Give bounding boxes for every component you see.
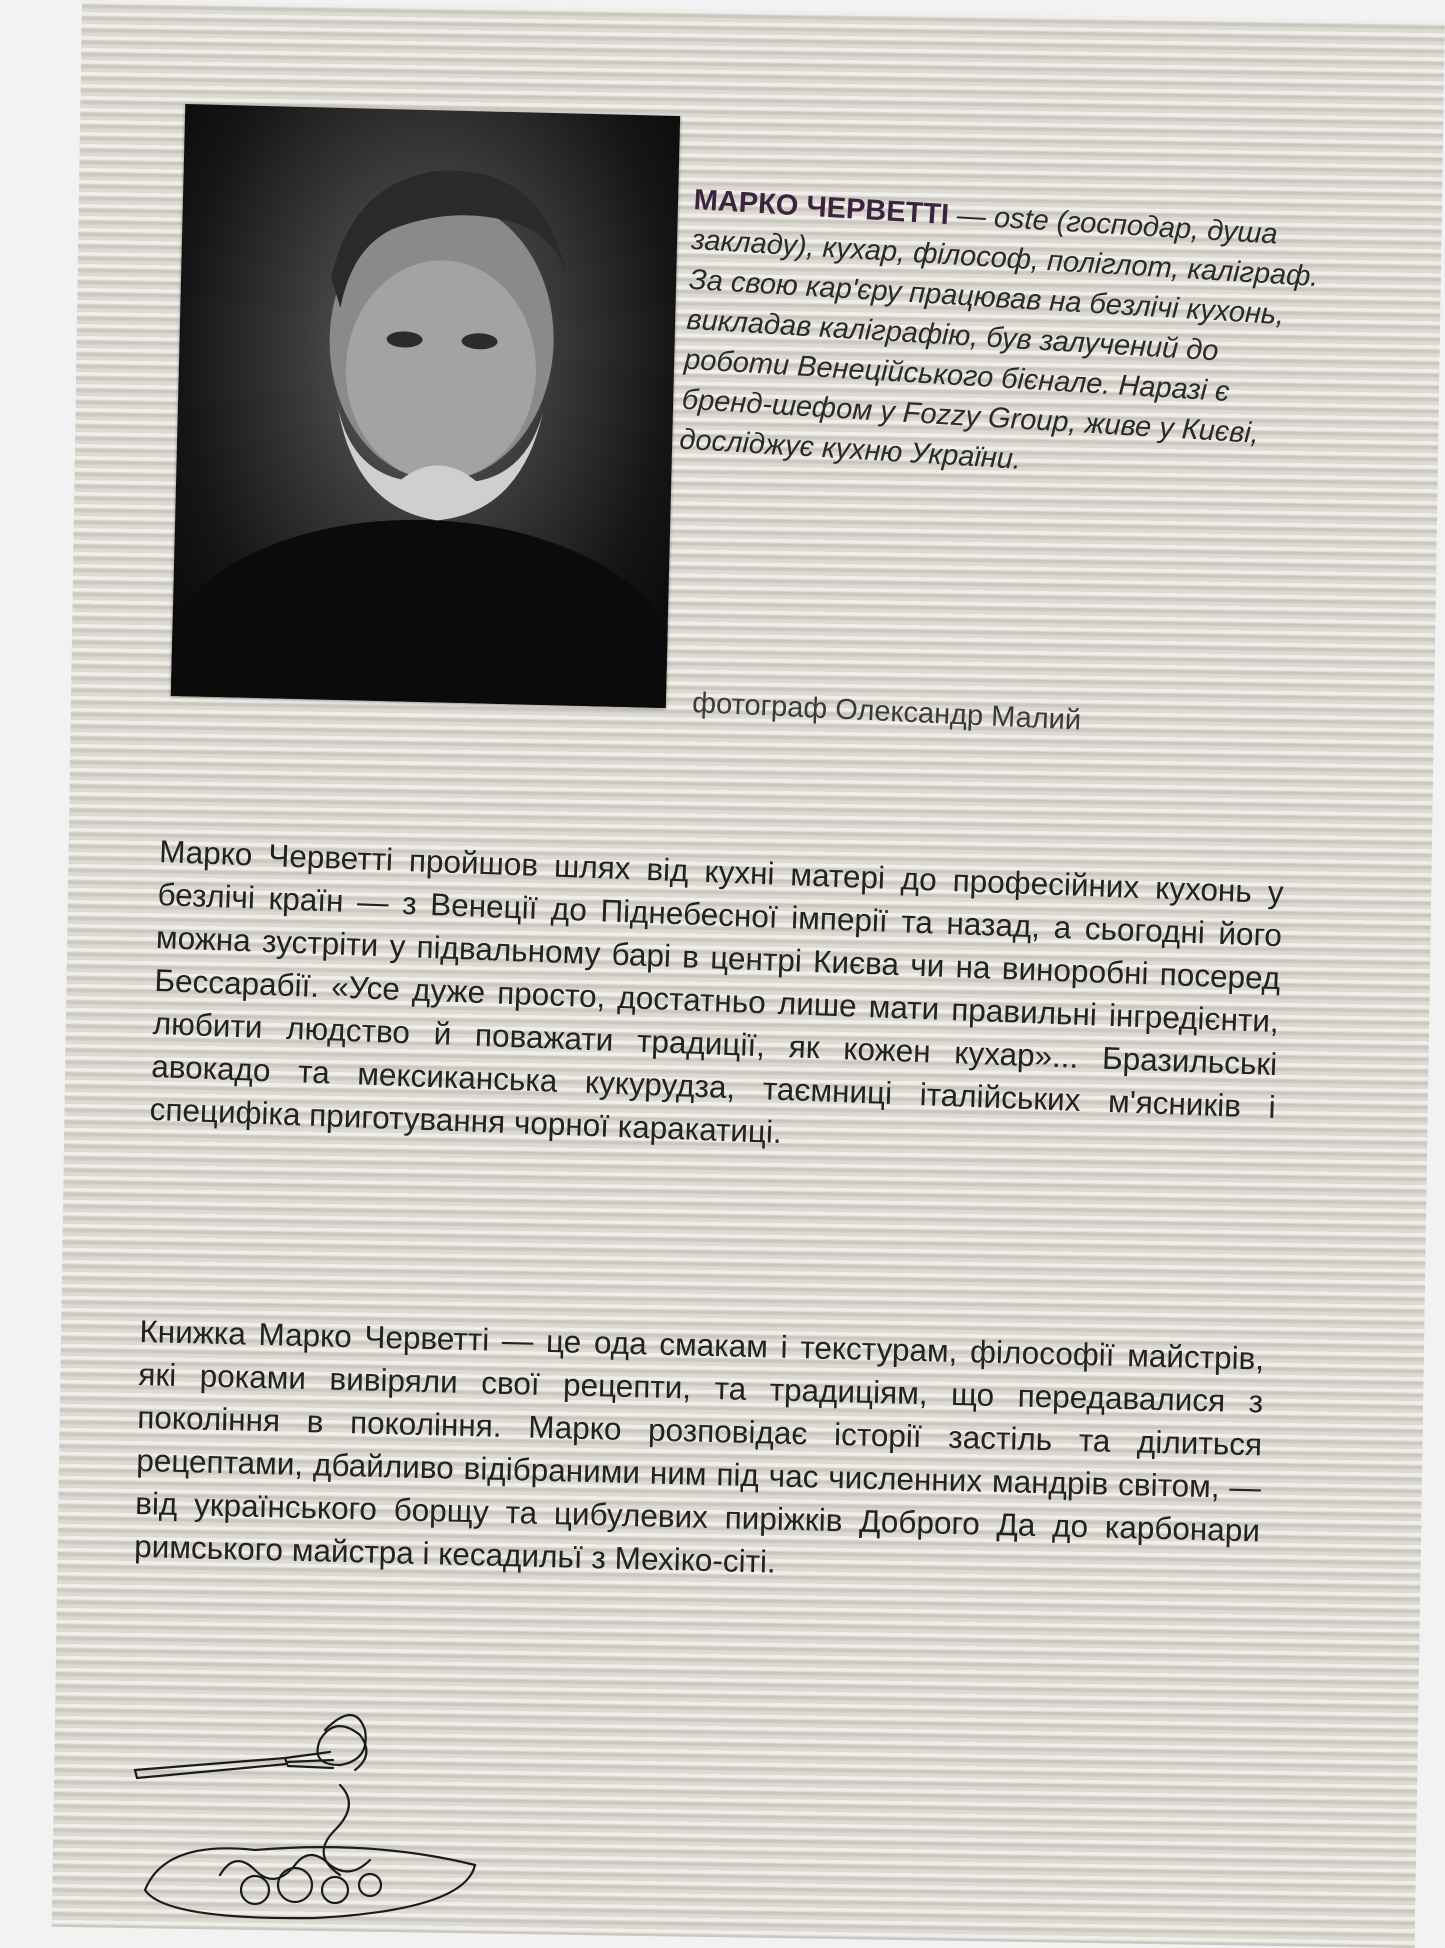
portrait-illustration	[171, 104, 680, 708]
author-portrait	[171, 104, 680, 708]
photo-credit: фотограф Олександр Малий	[691, 687, 1082, 737]
description-paragraph-1: Марко Черветті пройшов шлях від кухні матері до професійних кухонь у безлічі країн — з Венеції до Піднебесної імперії та назад, а сьогодні його можна зустріти у підвальному барі в центрі Києва чи на виноробні посеред Бессарабії. «Усе дуже просто, достатньо лише мати правильні інгредієнти, любити людство й поважати традиції, як кожен кухар»... Бразильські авокадо та мексиканська кукурудза, таємниці італійських м'ясників і специфіка приготування чорної каракатиці.	[149, 832, 1285, 1150]
description-paragraph-2: Книжка Марко Черветті — це ода смакам і текстурам, філософії майстрів, які роками вивіряли свої рецепти, та традиціям, що передавалися з покоління в покоління. Марко розповідає історії застіль та ділиться рецептами, дбайливо відібраними ним під час численних мандрів світом, — від українського борщу та цибулевих пиріжків Доброго Да до карбонари римського майстра і кесадильї з Мехіко-сіті.	[133, 1312, 1265, 1580]
author-name: МАРКО ЧЕРВЕТТІ	[692, 183, 950, 232]
author-bio	[678, 180, 1333, 497]
fork-pasta-sketch	[125, 1690, 505, 1927]
author-bio-text: — oste (господар, душа закладу), кухар, філософ, поліглот, каліграф. За свою кар'єру працював на безлічі кухонь, викладав каліграфію, був залучений до роботи Венеційського бієнале. Наразі є бренд-шефом у Fozzy Group, живе у Києві, досліджує кухню України.	[678, 199, 1320, 476]
